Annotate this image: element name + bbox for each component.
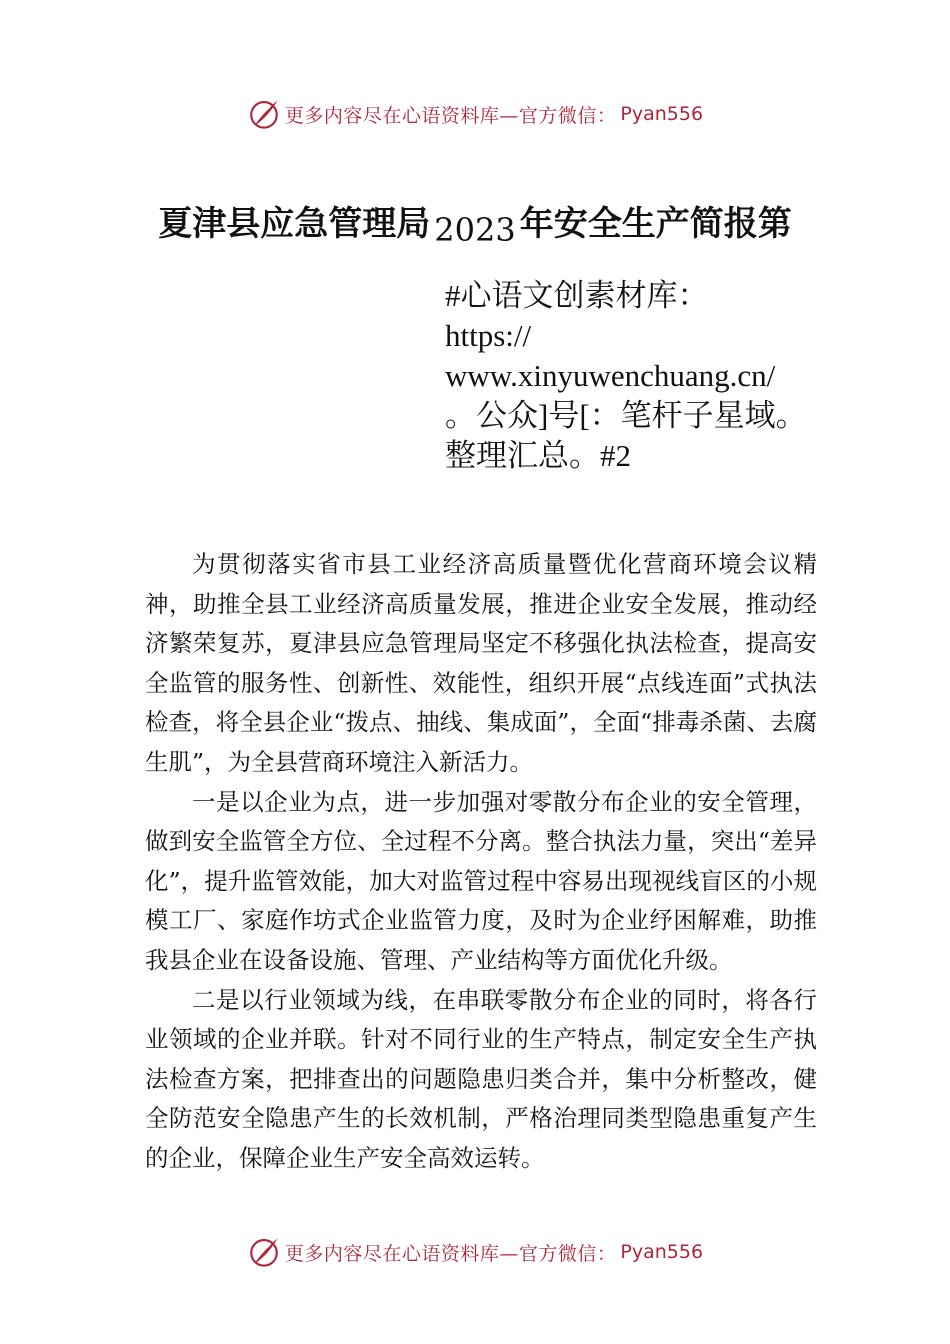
watermark-line: #心语文创素材库： bbox=[445, 278, 709, 313]
watermark-line: https:// bbox=[445, 318, 532, 353]
title-part-1: 夏津县应急管理局 bbox=[158, 204, 431, 244]
paragraph: 为贯彻落实省市县工业经济高质量暨优化营商环境会议精神，助推全县工业经济高质量发展，推进企业安全发展，推动经济繁荣复苏，夏津县应急管理局坚定不移强化执法检查，提高安全监管的服务性、创新性、效能性，组织开展“点线连面”式执法检查，将全县企业“拨点、抽线、集成面”，全面“排毒杀菌、去腐生肌”，为全县营商环境注入新活力。 bbox=[145, 550, 817, 776]
watermark-line: 。公众]号[：笔杆子星域。 bbox=[445, 398, 807, 433]
watermark-line: 整理汇总。#2 bbox=[445, 438, 631, 473]
title-part-2: 年安全生产简报第 bbox=[519, 204, 792, 244]
paragraph: 一是以企业为点，进一步加强对零散分布企业的安全管理，做到安全监管全方位、全过程不分离。整合执法力量，突出“差异化”，提升监管效能，加大对监管过程中容易出现视线盲区的小规模工厂、家庭作坊式企业监管力度，及时为企业纾困解难，助推我县企业在设备设施、管理、产业结构等方面优化升级。 bbox=[145, 787, 817, 974]
banner-wechat-id: Pyan556 bbox=[620, 1241, 704, 1263]
document-title bbox=[0, 196, 950, 249]
footer-banner bbox=[0, 1232, 950, 1272]
quill-logo-icon bbox=[247, 97, 281, 131]
watermark-line: www.xinyuwenchuang.cn/ bbox=[445, 358, 776, 393]
quill-logo-icon bbox=[247, 1235, 281, 1269]
watermark-block bbox=[445, 276, 945, 476]
title-year: 2023 bbox=[434, 211, 516, 249]
paragraph: 二是以行业领域为线，在串联零散分布企业的同时，将各行业领域的企业并联。针对不同行业的生产特点，制定安全生产执法检查方案，把排查出的问题隐患归类合并，集中分析整改，健全防范安全隐患产生的长效机制，严格治理同类型隐患重复产生的企业，保障企业生产安全高效运转。 bbox=[145, 985, 817, 1172]
header-banner bbox=[0, 94, 950, 134]
banner-text: 更多内容尽在心语资料库—官方微信： bbox=[284, 1242, 617, 1265]
banner-text: 更多内容尽在心语资料库—官方微信： bbox=[284, 104, 617, 127]
body-content bbox=[145, 545, 817, 1179]
banner-wechat-id: Pyan556 bbox=[620, 103, 704, 125]
